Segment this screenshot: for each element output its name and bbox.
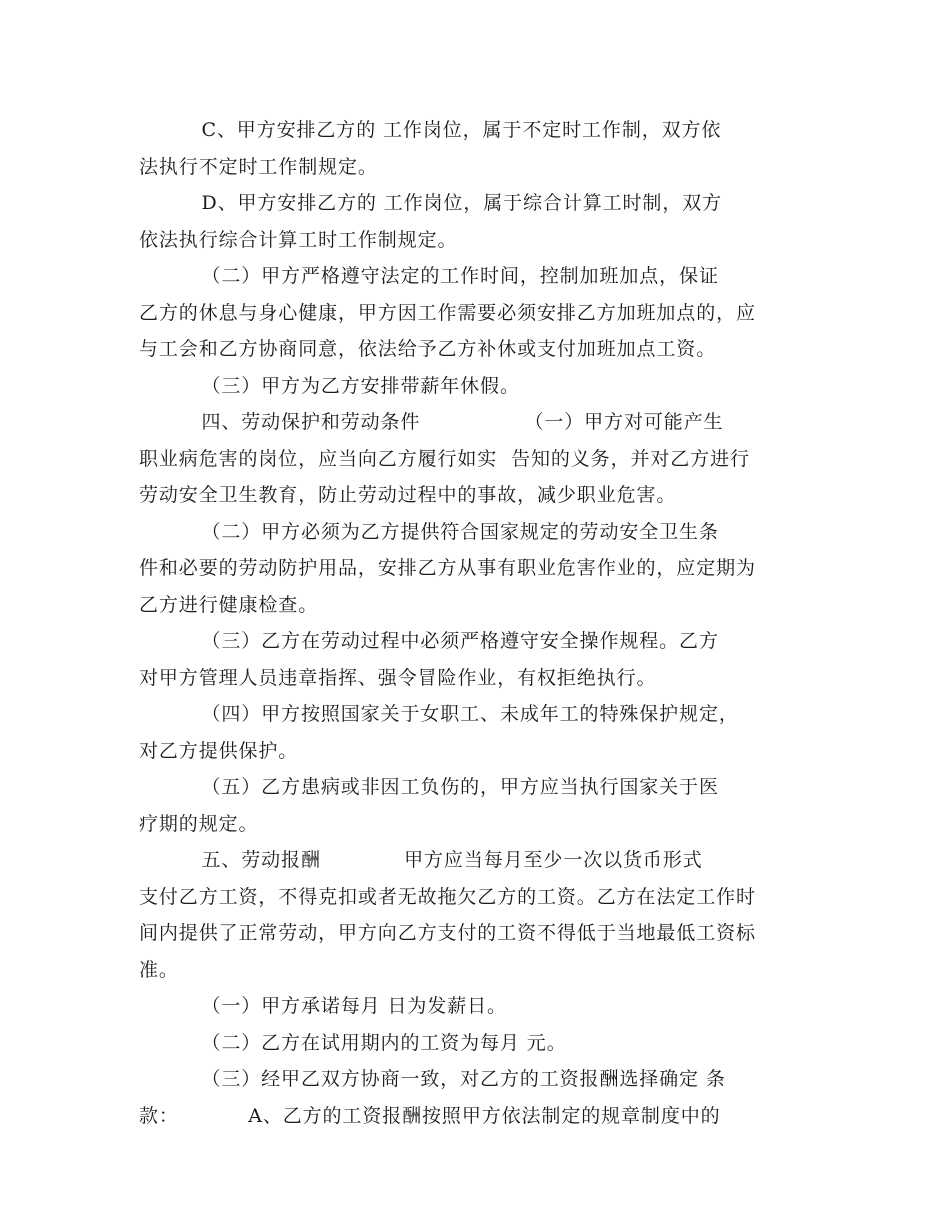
text-line-5: （二）甲方严格遵守法定的工作时间，控制加班加点，保证 <box>139 265 719 287</box>
text-line-18: 对乙方提供保护。 <box>139 739 299 762</box>
text-line-15: （三）乙方在劳动过程中必须严格遵守安全操作规程。乙方 <box>139 630 719 652</box>
text-line-3: D、甲方安排乙方的 工作岗位，属于综合计算工时制，双方 <box>139 192 723 214</box>
text-line-19: （五）乙方患病或非因工负伤的，甲方应当执行国家关于医 <box>139 776 719 798</box>
text-line-8: （三）甲方为乙方安排带薪年休假。 <box>139 374 520 397</box>
text-line-28: 款： A、乙方的工资报酬按照甲方依法制定的规章制度中的 <box>139 1104 721 1127</box>
text-line-13: 件和必要的劳动防护用品，安排乙方从事有职业危害作业的，应定期为 <box>139 557 756 579</box>
text-line-7: 与工会和乙方协商同意，依法给予乙方补休或支付加班加点工资。 <box>139 338 717 360</box>
text-line-12: （二）甲方必须为乙方提供符合国家规定的劳动安全卫生条 <box>139 520 719 543</box>
text-line-4: 依法执行综合计算工时工作制规定。 <box>139 228 458 251</box>
text-line-11: 劳动安全卫生教育，防止劳动过程中的事故，减少职业危害。 <box>139 484 677 506</box>
text-line-26: （二）乙方在试用期内的工资为每月 元。 <box>139 1031 567 1054</box>
text-line-27: （三）经甲乙双方协商一致，对乙方的工资报酬选择确定 条 <box>139 1068 726 1090</box>
document-body <box>139 112 819 1134</box>
text-line-1: C、甲方安排乙方的 工作岗位，属于不定时工作制，双方依 <box>139 119 722 141</box>
text-line-20: 疗期的规定。 <box>139 812 259 835</box>
text-line-2: 法执行不定时工作制规定。 <box>139 155 378 178</box>
text-line-24: 准。 <box>139 958 179 981</box>
text-line-22: 支付乙方工资，不得克扣或者无故拖欠乙方的工资。乙方在法定工作时 <box>139 885 756 908</box>
text-line-16: 对甲方管理人员违章指挥、强令冒险作业，有权拒绝执行。 <box>139 666 657 689</box>
text-line-21: 五、劳动报酬 甲方应当每月至少一次以货币形式 <box>139 849 703 871</box>
text-line-14: 乙方进行健康检查。 <box>139 593 319 616</box>
text-line-23: 间内提供了正常劳动，甲方向乙方支付的工资不得低于当地最低工资标 <box>139 922 756 944</box>
text-line-17: （四）甲方按照国家关于女职工、未成年工的特殊保护规定， <box>139 703 739 725</box>
text-line-25: （一）甲方承诺每月 日为发薪日。 <box>139 995 507 1017</box>
text-line-6: 乙方的休息与身心健康，甲方因工作需要必须安排乙方加班加点的，应 <box>139 301 756 324</box>
text-line-9: 四、劳动保护和劳动条件 （一）甲方对可能产生 <box>139 411 724 433</box>
text-line-10: 职业病危害的岗位，应当向乙方履行如实 告知的义务，并对乙方进行 <box>139 447 750 470</box>
